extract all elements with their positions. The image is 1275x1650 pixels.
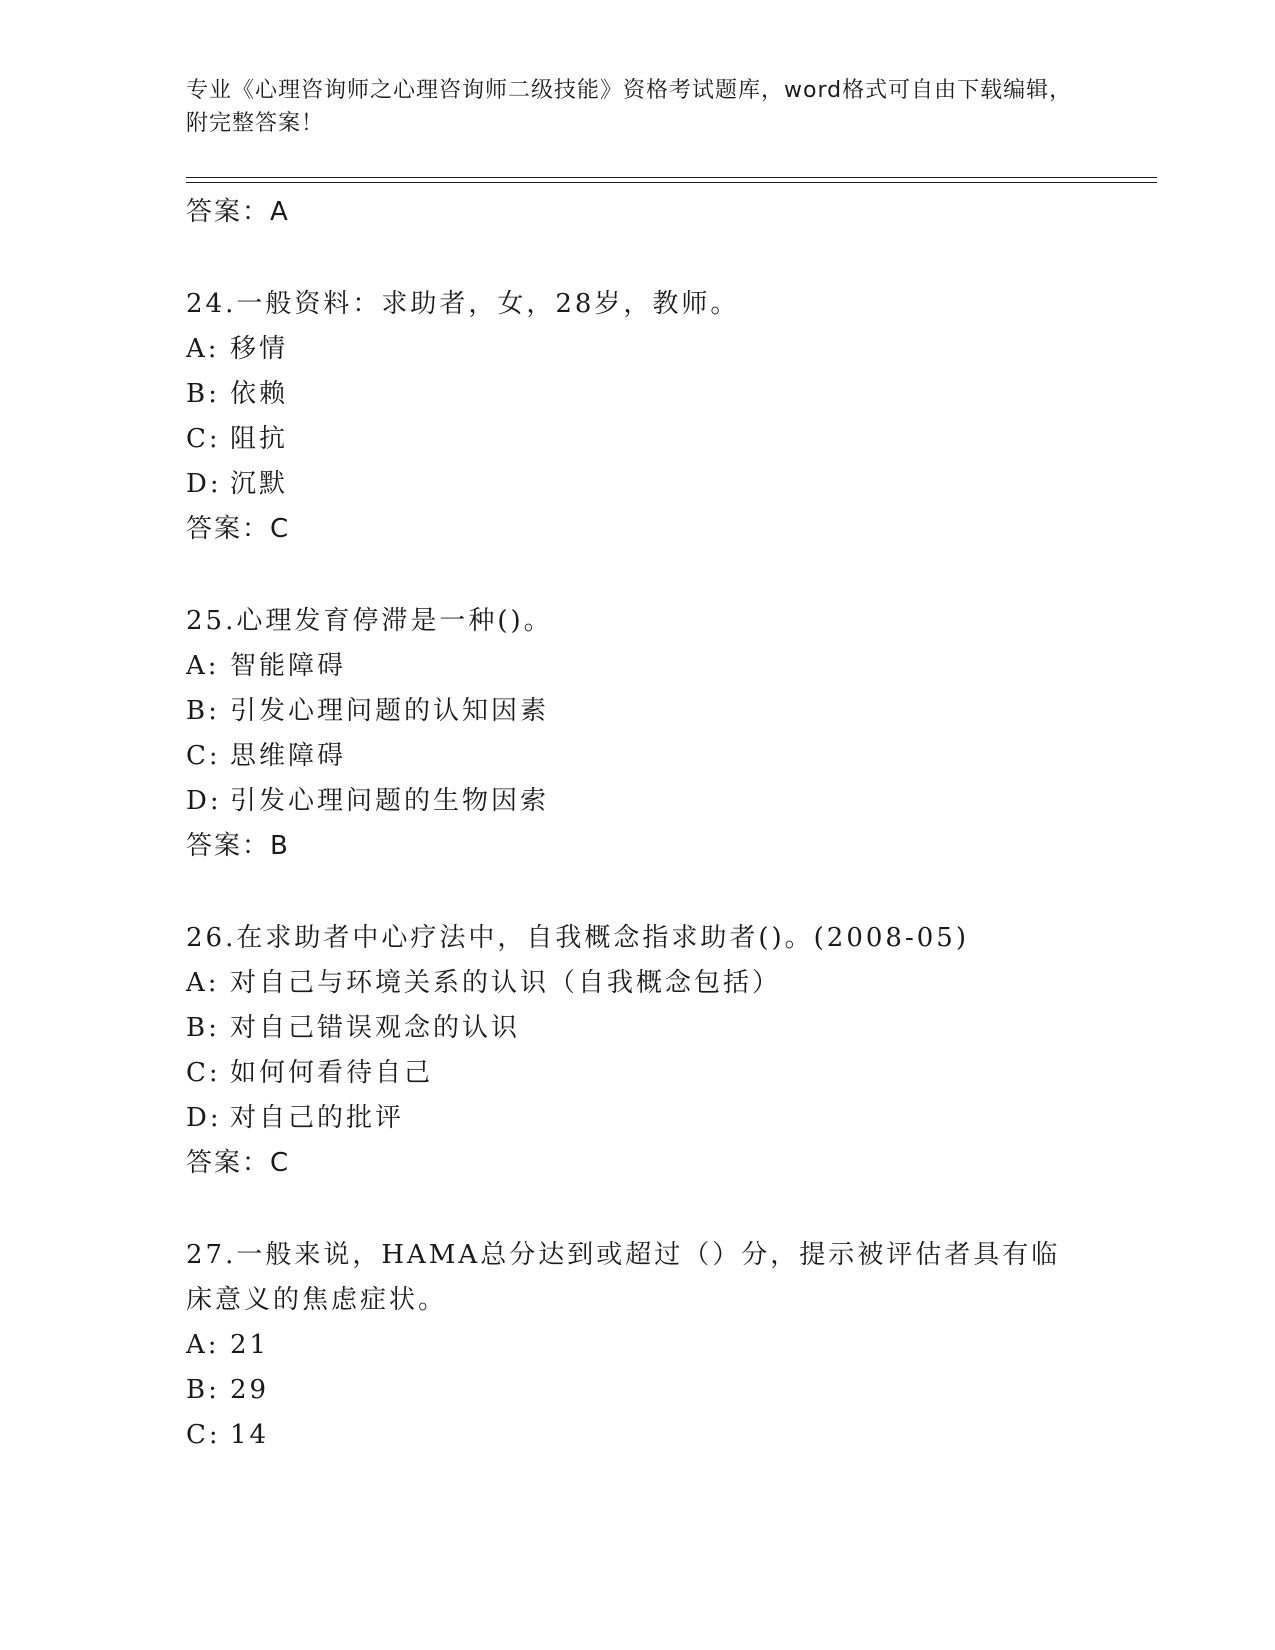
- option-c: [186, 417, 1086, 462]
- option-letter: B:: [186, 1013, 220, 1043]
- option-letter: C:: [186, 741, 221, 771]
- option-a: [186, 961, 1086, 1006]
- question-block: [186, 282, 1086, 552]
- option-text: 引发心理问题的生物因索: [230, 786, 550, 816]
- option-text: 引发心理问题的认知因素: [230, 696, 550, 726]
- option-b: [186, 1006, 1086, 1051]
- question-list: [186, 190, 1086, 1458]
- option-a: [186, 1323, 1086, 1368]
- option-b: [186, 1368, 1086, 1413]
- question-stem: 24.一般资料：求助者，女，28岁，教师。: [186, 289, 740, 319]
- option-text: 21: [230, 1330, 270, 1360]
- option-b: [186, 689, 1086, 734]
- option-text: 移情: [230, 334, 289, 364]
- option-text: 对自己的批评: [230, 1103, 405, 1133]
- option-c: [186, 1413, 1086, 1458]
- option-text: 智能障碍: [230, 651, 347, 681]
- option-text: 思维障碍: [230, 741, 347, 771]
- question-stem: 26.在求助者中心疗法中，自我概念指求助者()。(2008-05): [186, 923, 969, 953]
- question-block: [186, 1233, 1086, 1458]
- question-block: [186, 599, 1086, 869]
- answer-line: 答案：C: [186, 514, 291, 544]
- option-letter: C:: [186, 424, 221, 454]
- header-rule-top: [186, 177, 1157, 178]
- option-a: [186, 327, 1086, 372]
- option-letter: A:: [186, 968, 220, 998]
- option-letter: A:: [186, 1330, 220, 1360]
- option-letter: B:: [186, 379, 220, 409]
- option-text: 对自己错误观念的认识: [230, 1013, 521, 1043]
- answer-line: 答案：C: [186, 1148, 291, 1178]
- option-text: 依赖: [230, 379, 289, 409]
- option-text: 14: [230, 1420, 270, 1450]
- option-d: [186, 1096, 1086, 1141]
- option-letter: C:: [186, 1420, 221, 1450]
- option-text: 对自己与环境关系的认识（自我概念包括）: [230, 968, 782, 998]
- option-letter: D:: [186, 469, 222, 499]
- option-text: 29: [230, 1375, 270, 1405]
- option-d: [186, 779, 1086, 824]
- question-stem: 27.一般来说，HAMA总分达到或超过（）分，提示被评估者具有临床意义的焦虑症状。: [186, 1240, 1061, 1315]
- option-letter: D:: [186, 1103, 222, 1133]
- option-c: [186, 1051, 1086, 1096]
- option-letter: B:: [186, 1375, 220, 1405]
- previous-answer: 答案：A: [186, 197, 290, 227]
- option-b: [186, 372, 1086, 417]
- question-block: [186, 916, 1086, 1186]
- option-letter: C:: [186, 1058, 221, 1088]
- option-text: 如何何看待自己: [230, 1058, 434, 1088]
- option-a: [186, 644, 1086, 689]
- option-letter: A:: [186, 651, 220, 681]
- option-letter: B:: [186, 696, 220, 726]
- option-d: [186, 462, 1086, 507]
- option-text: 沉默: [230, 469, 289, 499]
- option-c: [186, 734, 1086, 779]
- question-stem: 25.心理发育停滞是一种()。: [186, 606, 553, 636]
- option-letter: A:: [186, 334, 220, 364]
- option-letter: D:: [186, 786, 222, 816]
- header-text: 专业《心理咨询师之心理咨询师二级技能》资格考试题库，word格式可自由下载编辑，附完整答案！: [186, 78, 1073, 136]
- option-text: 阻抗: [230, 424, 289, 454]
- answer-line: 答案：B: [186, 831, 290, 861]
- header-rule-bottom: [186, 182, 1157, 183]
